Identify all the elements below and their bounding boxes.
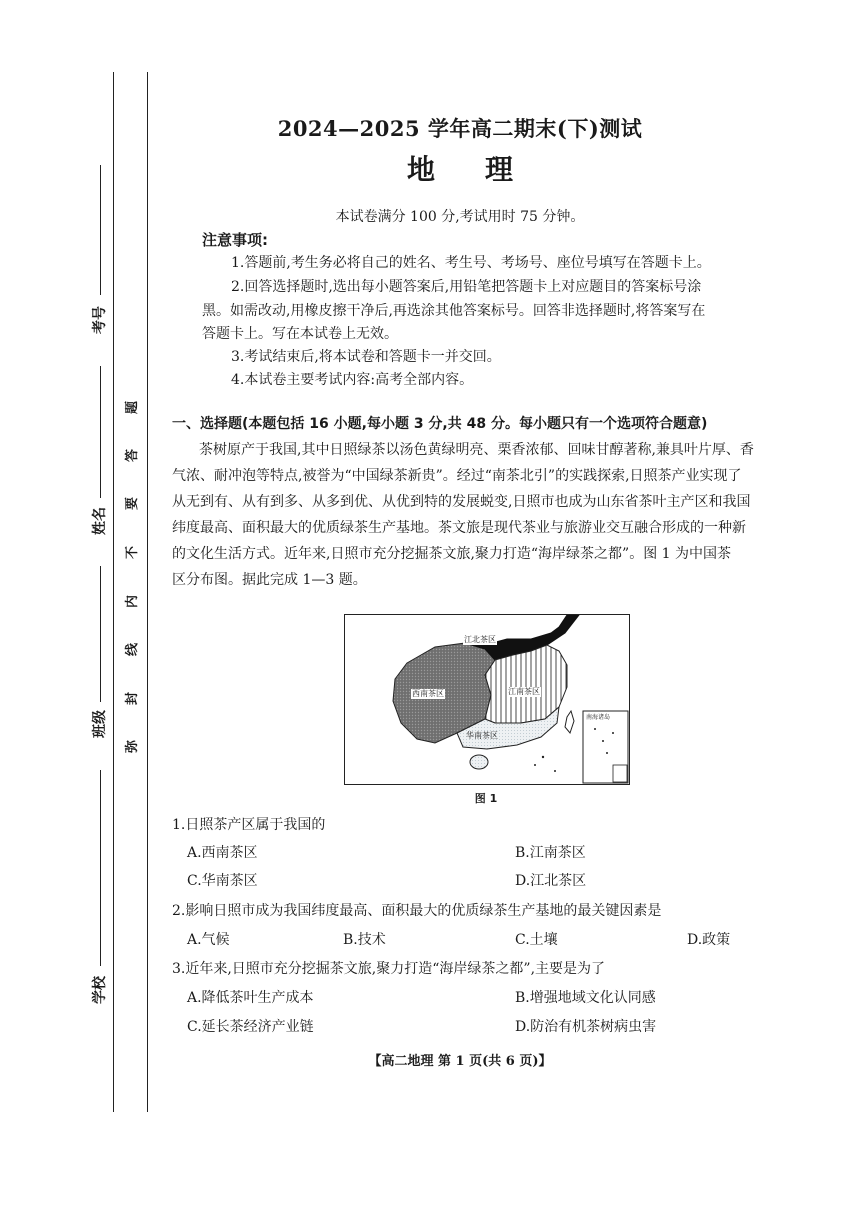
option-a[interactable]: A.气候 xyxy=(187,932,230,948)
note-line: 1.答题前,考生务必将自己的姓名、考生号、考场号、座位号填写在答题卡上。 xyxy=(231,255,711,271)
option-c[interactable]: C.土壤 xyxy=(515,932,558,948)
hainan-island xyxy=(470,755,488,769)
warning-char: 不 xyxy=(125,545,141,560)
exam-title: 2024—2025 学年高二期末(下)测试 xyxy=(277,116,643,141)
exam-no-label: 考号 xyxy=(92,306,108,334)
passage-line: 区分布图。据此完成 1—3 题。 xyxy=(172,572,367,588)
map-label-huanan: 华南茶区 xyxy=(466,731,498,740)
name-label: 姓名 xyxy=(92,507,108,535)
note-line: 答题卡上。写在本试卷上无效。 xyxy=(202,326,398,342)
warning-char: 弥 xyxy=(125,739,141,754)
map-label-jiangbei: 江北茶区 xyxy=(464,635,496,644)
passage-line: 从无到有、从有到多、从多到优、从优到特的发展蜕变,日照市也成为山东省茶叶主产区和我国 xyxy=(172,494,751,510)
passage-line: 的文化生活方式。近年来,日照市充分挖掘茶文旅,聚力打造“海岸绿茶之都”。图 1 为中国茶 xyxy=(172,546,732,562)
section-heading: 一、选择题(本题包括 16 小题,每小题 3 分,共 48 分。每小题只有一个选项符合题意) xyxy=(172,416,708,432)
option-a[interactable]: A.西南茶区 xyxy=(187,845,258,861)
note-line: 4.本试卷主要考试内容:高考全部内容。 xyxy=(231,372,474,388)
school-line[interactable] xyxy=(100,770,101,966)
question-stem: 2.影响日照市成为我国纬度最高、面积最大的优质绿茶生产基地的最关键因素是 xyxy=(172,903,662,919)
taiwan-island xyxy=(565,711,574,733)
class-label: 班级 xyxy=(92,710,108,738)
map-label-southwest: 西南茶区 xyxy=(412,689,444,698)
school-label: 学校 xyxy=(92,976,108,1004)
option-c[interactable]: C.延长茶经济产业链 xyxy=(187,1019,314,1035)
option-b[interactable]: B.江南茶区 xyxy=(515,845,586,861)
figure-caption: 图 1 xyxy=(474,792,498,805)
note-line: 3.考试结束后,将本试卷和答题卡一并交回。 xyxy=(231,349,501,365)
page-footer: 【高二地理 第 1 页(共 6 页)】 xyxy=(368,1054,552,1069)
warning-char: 题 xyxy=(125,400,141,415)
option-d[interactable]: D.政策 xyxy=(687,932,731,948)
notes-title: 注意事项: xyxy=(202,231,268,249)
option-d[interactable]: D.防治有机茶树病虫害 xyxy=(515,1019,657,1035)
warning-char: 内 xyxy=(125,594,141,609)
binding-border-inner xyxy=(147,72,148,1112)
option-b[interactable]: B.技术 xyxy=(343,932,386,948)
warning-char: 线 xyxy=(125,642,141,657)
map-label-inset: 南海诸岛 xyxy=(586,714,611,721)
score-note: 本试卷满分 100 分,考试用时 75 分钟。 xyxy=(335,209,585,225)
passage-line: 气浓、耐冲泡等特点,被誉为“中国绿茶新贵”。经过“南茶北引”的实践探索,日照茶产业实现了 xyxy=(172,468,742,484)
passage-line: 茶树原产于我国,其中日照绿茶以汤色黄绿明亮、栗香浓郁、回味甘醇著称,兼具叶片厚、香 xyxy=(199,442,754,458)
note-line: 黑。如需改动,用橡皮擦干净后,再选涂其他答案标号。回答非选择题时,将答案写在 xyxy=(202,303,706,319)
subject-title: 地理 xyxy=(406,153,563,186)
option-c[interactable]: C.华南茶区 xyxy=(187,873,258,889)
option-b[interactable]: B.增强地域文化认同感 xyxy=(515,990,656,1006)
name-line[interactable] xyxy=(100,366,101,498)
class-line[interactable] xyxy=(100,566,101,702)
option-a[interactable]: A.降低茶叶生产成本 xyxy=(187,990,314,1006)
tea-region-map xyxy=(344,614,630,785)
exam-no-line[interactable] xyxy=(100,165,101,295)
binding-border-outer xyxy=(113,72,114,1112)
question-stem: 3.近年来,日照市充分挖掘茶文旅,聚力打造“海岸绿茶之都”,主要是为了 xyxy=(172,961,606,977)
warning-char: 要 xyxy=(125,496,141,511)
question-stem: 1.日照茶产区属于我国的 xyxy=(172,817,326,833)
passage-line: 纬度最高、面积最大的优质绿茶生产基地。茶文旅是现代茶业与旅游业交互融合形成的一种新 xyxy=(172,520,746,536)
warning-char: 答 xyxy=(125,448,141,463)
warning-char: 封 xyxy=(125,691,141,706)
option-d[interactable]: D.江北茶区 xyxy=(515,873,587,889)
map-label-jiangnan: 江南茶区 xyxy=(508,687,540,696)
note-line: 2.回答选择题时,选出每小题答案后,用铅笔把答题卡上对应题目的答案标号涂 xyxy=(231,279,702,295)
